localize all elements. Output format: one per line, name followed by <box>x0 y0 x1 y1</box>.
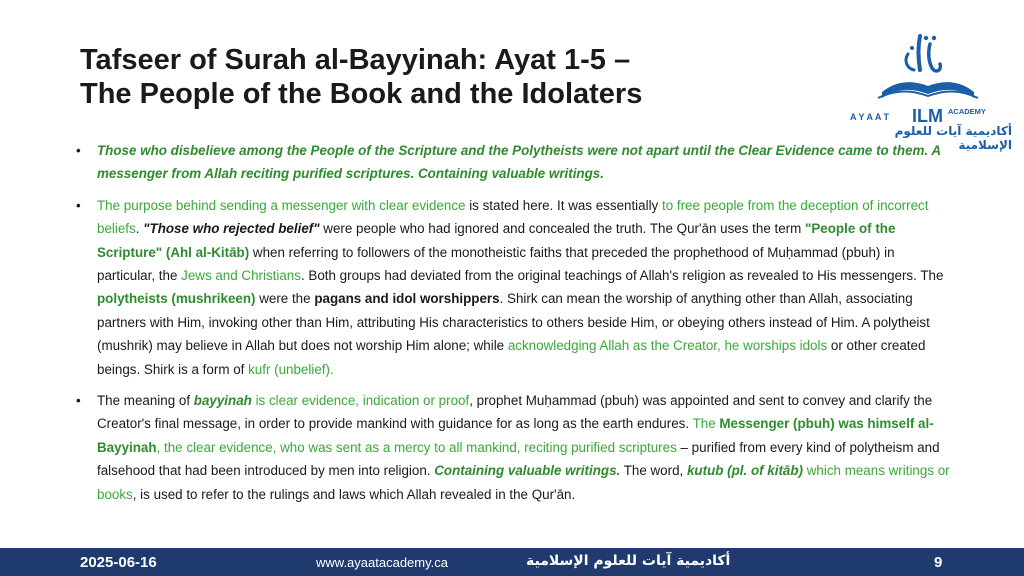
bullet-marker: • <box>76 143 81 158</box>
footer-bar <box>0 548 1024 576</box>
bullet-marker: • <box>76 393 81 409</box>
slide-title <box>80 43 800 111</box>
text-span: acknowledging Allah as the Creator, he worships idols <box>507 338 828 354</box>
footer-date: 2025-06-16 <box>80 554 157 571</box>
text-span: – purified from every kind of polytheism and falsehood that had been introduced by men into religion. <box>97 439 940 479</box>
ayah-translation: Those who disbelieve among the People of the Scripture and the Polytheists were not apart until the Clear Evidence came to them. A messenger from Allah reciting purified scriptures. Containing valuable writings. <box>97 143 941 182</box>
text-span: polytheists (mushrikeen) <box>97 291 256 307</box>
text-span: pagans and idol worshippers <box>314 291 500 307</box>
text-span: "People of the Scripture" (Ahl al-Kitāb) <box>97 221 896 260</box>
text-span: "Those who rejected belief" <box>143 221 320 237</box>
footer-arabic-name: أكاديمية آيات للعلوم الإسلامية <box>526 553 731 569</box>
bullet-marker: • <box>76 197 81 213</box>
slide-body <box>76 139 956 514</box>
logo-graphic <box>842 26 1022 126</box>
logo-text-academy: ACADEMY <box>948 107 986 116</box>
text-span: bayyinah <box>193 393 252 409</box>
text-span: Messenger (pbuh) was himself al-Bayyinah <box>97 416 934 455</box>
text-span: , the clear evidence, who was sent as a mercy to all mankind, reciting purified scriptures <box>156 439 677 455</box>
text-span: The purpose behind sending a messenger with clear evidence <box>97 197 466 213</box>
text-span: The <box>692 416 720 432</box>
title-line-1: Tafseer of Surah al-Bayyinah: Ayat 1-5 – <box>80 44 631 76</box>
bullet-1 <box>76 139 956 186</box>
logo-text-ilm: ILM <box>912 106 943 126</box>
text-span: The word, <box>620 463 687 479</box>
text-span: were the <box>255 291 315 307</box>
logo-text-ayaat: A Y A A T <box>850 112 890 122</box>
text-span: which means writings or books <box>97 463 950 502</box>
footer-website-link[interactable]: www.ayaatacademy.ca <box>316 555 448 570</box>
text-span: . Shirk can mean the worship of anything other than Allah, associating partners with Him, invoking other than Him, attributing His characteristics to others beside Him, or obeying others instead of Him. A polytheist (mushrik) may believe in Allah but does not worship Him alone; while <box>97 291 930 354</box>
text-span: . Both groups had deviated from the original teachings of Allah's religion as revealed to His messengers. The <box>300 268 944 284</box>
text-span: Containing valuable writings. <box>434 463 621 479</box>
text-span: were people who had ignored and concealed the truth. The Qur'ān uses the term <box>319 221 806 237</box>
text-span: is clear evidence, indication or proof <box>251 393 470 409</box>
text-span: Jews and Christians <box>181 268 301 284</box>
logo-arabic-name: أكاديمية آيات للعلوم الإسلامية <box>894 124 1012 152</box>
text-span: or other created beings. Shirk is a form of <box>97 338 926 377</box>
text-span: , is used to refer to the rulings and laws which Allah revealed in the Qur'ān. <box>132 486 576 502</box>
text-span: kutub (pl. of kitāb) <box>686 463 804 479</box>
text-span: , prophet Muḥammad (pbuh) was appointed and sent to convey and clarify the Creator's final message, in order to provide mankind with guidance for as long as the earth endures. <box>97 393 933 432</box>
text-span: kufr (unbelief). <box>248 361 334 377</box>
bullet-2 <box>76 194 956 381</box>
text-span: . <box>135 221 144 237</box>
text-span: when referring to followers of the monotheistic faiths that preceded the prophethood of Muḥammad (pbuh) in particular, the <box>97 244 895 284</box>
title-line-2: The People of the Book and the Idolaters <box>80 78 643 110</box>
text-span: to free people from the deception of incorrect beliefs <box>97 197 929 237</box>
page-number: 9 <box>934 554 943 571</box>
text-span: The meaning of <box>97 393 194 409</box>
text-span: is stated here. It was essentially <box>465 197 662 213</box>
bullet-3 <box>76 389 956 506</box>
